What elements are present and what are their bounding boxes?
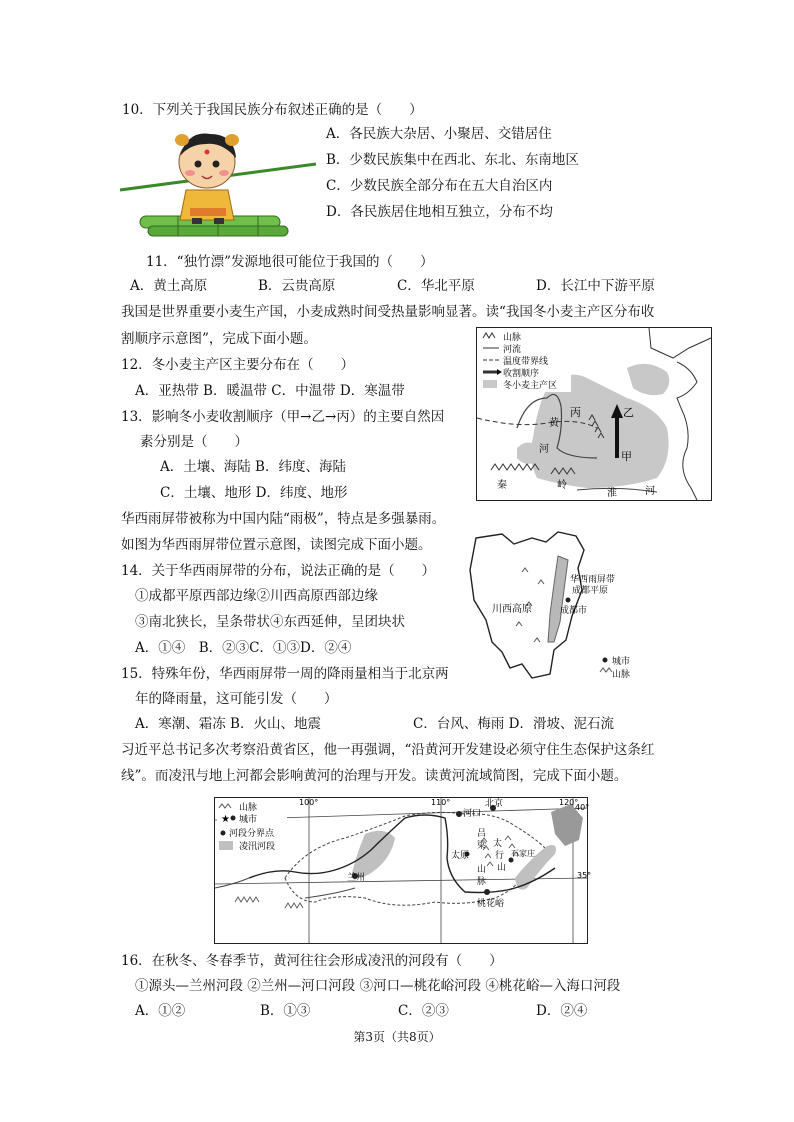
q16-option-b: B．①③ <box>260 1003 311 1019</box>
wheat-legend-mountain: 山脉 <box>503 333 522 343</box>
q12-stem: 12．冬小麦主产区主要分布在（ ） <box>121 357 355 373</box>
q13-stem-line2: 素分别是（ ） <box>140 434 248 450</box>
svg-text:★: ★ <box>221 814 230 825</box>
yellow-legend-city: 城市 <box>239 815 258 825</box>
q11-option-c: C．华北平原 <box>397 278 475 294</box>
q10-option-a: A．各民族大杂居、小聚居、交错居住 <box>326 126 552 142</box>
wheat-legend-temp-boundary: 温度带界线 <box>503 357 549 367</box>
place-hekou: 河口 <box>463 809 482 819</box>
q12-options: A．亚热带 B．暖温带 C．中温带 D．寒温带 <box>135 383 405 399</box>
yellow-legend-boundary-point: 河段分界点 <box>229 829 275 839</box>
wheat-intro-line1: 我国是世界重要小麦生产国，小麦成熟时间受热量影响显著。读“我国冬小麦主产区分布收 <box>121 304 655 320</box>
yellow-legend-ice-flood: 凌汛河段 <box>239 842 276 852</box>
wheat-legend-river: 河流 <box>503 345 522 355</box>
q13-stem-line1: 13．影响冬小麦收割顺序（甲→乙→丙）的主要自然因 <box>121 409 445 425</box>
west-sichuan-plateau-label: 川西高原 <box>492 604 532 615</box>
label-huai: 淮 <box>607 488 617 499</box>
q16-option-c: C．②③ <box>398 1003 449 1019</box>
lat-35: 35° <box>577 871 592 880</box>
q16-option-d: D．②④ <box>536 1003 588 1019</box>
label-he: 河 <box>539 444 549 455</box>
q11-option-a: A．黄土高原 <box>130 278 208 294</box>
lon-100: 100° <box>299 798 319 807</box>
q16-line: ①源头—兰州河段 ②兰州—河口河段 ③河口—桃花峪河段 ④桃花峪—入海口河段 <box>135 978 621 994</box>
wheat-legend-wheat-area: 冬小麦主产区 <box>503 381 558 391</box>
q14-stem: 14．关于华西雨屏带的分布，说法正确的是（ ） <box>121 563 436 579</box>
q15-options-cd: C．台风、梅雨 D．滑坡、泥石流 <box>413 716 614 732</box>
q15-options-ab: A．寒潮、霜冻 B．火山、地震 <box>135 716 321 732</box>
yellow-intro-line2: 线”。而凌汛与地上河都会影响黄河的治理与开发。读黄河流域简图，完成下面小题。 <box>121 768 628 784</box>
label-tai: 太 <box>493 839 503 849</box>
huaxi-rain-screen-map <box>462 530 638 680</box>
winter-wheat-map <box>476 327 712 501</box>
lat-40: 40° <box>575 803 590 812</box>
bamboo-rafting-illustration <box>118 128 318 250</box>
huaxi-legend-mountain: 山脉 <box>612 670 631 680</box>
q11-option-b: B．云贵高原 <box>258 278 336 294</box>
place-taiyuan: 太原 <box>451 851 470 861</box>
q10-option-c: C．少数民族全部分布在五大自治区内 <box>326 178 553 194</box>
q15-stem-line2: 年的降雨量，这可能引发（ ） <box>135 691 338 707</box>
q11-option-d: D．长江中下游平原 <box>536 278 655 294</box>
q16-stem: 16．在秋冬、冬春季节，黄河往往会形成凌汛的河段有（ ） <box>121 953 503 969</box>
label-lv: 吕 <box>477 829 487 839</box>
huaxi-intro-line2: 如图为华西雨屏带位置示意图，读图完成下面小题。 <box>121 537 432 553</box>
label-he2: 河 <box>645 486 655 497</box>
q14-line1: ①成都平原西部边缘②川西高原西部边缘 <box>135 588 378 604</box>
label-shan: 山 <box>497 863 507 873</box>
huaxi-band-label: 华西雨屏带 <box>570 575 616 585</box>
q10-stem: 10．下列关于我国民族分布叙述正确的是（ ） <box>122 102 423 118</box>
label-yi: 乙 <box>623 406 634 419</box>
label-ling: 岭 <box>557 480 567 491</box>
yellow-legend-mountain: 山脉 <box>239 803 258 813</box>
label-shan2: 山 <box>477 865 487 875</box>
place-beijing: 北京 <box>485 799 504 809</box>
label-liang: 梁 <box>477 841 487 851</box>
huaxi-legend-city: 城市 <box>612 657 631 667</box>
chengdu-city-label: 成都市 <box>560 606 588 616</box>
lon-110: 110° <box>431 798 451 807</box>
q13-options-cd: C．土壤、地形 D．纬度、地形 <box>160 485 348 501</box>
place-shijiazhuang: 石家庄 <box>511 849 535 858</box>
yellow-intro-line1: 习近平总书记多次考察沿黄省区，他一再强调，“沿黄河开发建设必须守住生态保护这条红 <box>121 742 655 758</box>
q16-option-a: A．①② <box>135 1003 186 1019</box>
label-huang: 黄 <box>549 418 559 429</box>
q15-stem-line1: 15．特殊年份，华西雨屏带一周的降雨量相当于北京两 <box>121 666 449 682</box>
place-taohuayu: 桃花峪 <box>477 899 505 909</box>
page-footer: 第3页（共8页） <box>353 1030 441 1044</box>
yellow-river-basin-map <box>214 797 592 944</box>
chengdu-plain-label: 成都平原 <box>572 586 609 596</box>
q10-option-d: D．各民族居住地相互独立，分布不均 <box>326 204 553 220</box>
label-hang: 行 <box>495 851 505 861</box>
q14-line2: ③南北狭长，呈条带状④东西延伸，呈团块状 <box>135 614 405 630</box>
lon-120: 120° <box>559 798 579 807</box>
place-lanzhou: 兰州 <box>347 873 366 883</box>
label-mai: 脉 <box>477 877 487 887</box>
label-jia: 甲 <box>621 450 632 463</box>
q14-options: A．①④ B．②③C．①③D．②④ <box>135 640 352 656</box>
label-qin: 秦 <box>497 480 507 491</box>
q13-options-ab: A．土壤、海陆 B．纬度、海陆 <box>160 459 346 475</box>
label-bing: 丙 <box>570 406 581 419</box>
huaxi-intro-line1: 华西雨屏带被称为中国内陆“雨极”，特点是多强暴雨。 <box>121 511 446 527</box>
wheat-intro-line2: 割顺序示意图”，完成下面小题。 <box>121 331 317 347</box>
q11-stem: 11．“独竹漂”发源地很可能位于我国的（ ） <box>146 254 434 270</box>
q10-option-b: B．少数民族集中在西北、东北、东南地区 <box>326 152 579 168</box>
wheat-legend-harvest-order: 收割顺序 <box>503 369 540 379</box>
